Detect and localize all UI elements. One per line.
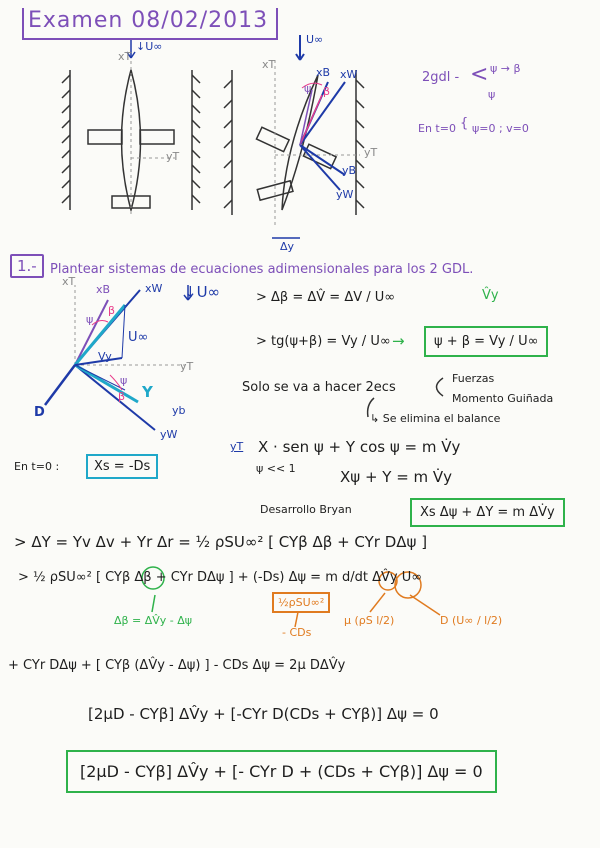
diag-vy-label: Vy <box>98 350 112 363</box>
eq-linearized: Xψ + Y = m V̇y <box>340 468 453 486</box>
fig1-uinf-label: ↓U∞ <box>136 40 163 53</box>
figure1-body <box>88 55 175 215</box>
bryan-label: Desarrollo Bryan <box>260 503 352 516</box>
initial-cond-label: En t=0 <box>418 122 456 135</box>
eq-delta-beta: > Δβ = ΔV̂ = ΔV / U∞ <box>256 290 396 305</box>
fig1-xt-label: xT <box>118 50 132 63</box>
fig2-xw-label: xW <box>340 68 358 81</box>
bryan-box: Xs Δψ + ΔY = m ΔV̇y <box>410 498 565 527</box>
t0-box: Xs = -Ds <box>86 454 158 479</box>
eq-sub-main: > ½ ρSU∞² [ CYβ Δβ + CYr DΔψ ] + (-Ds) Δψ = m d/dt ΔV̂y U∞ <box>18 570 423 585</box>
eq-psi-small: ψ << 1 <box>256 462 296 475</box>
diag-yw-label: yW <box>160 428 178 441</box>
diag-yb-label: yb <box>172 404 186 417</box>
eq-sub-mu: μ (ρS l/2) <box>344 614 395 627</box>
page-title: Examen 08/02/2013 <box>28 8 269 33</box>
note-solo: Solo se va a hacer 2ecs <box>242 380 396 395</box>
fig2-psi-label: ψ <box>304 82 312 95</box>
eq-expanded: + CYr DΔψ + [ CYβ (ΔV̂y - Δψ) ] - CDs Δψ = 2μ DΔV̂y <box>8 658 346 673</box>
diag-psi-label: ψ <box>86 313 94 326</box>
eq-delta-Y: > ΔY = Yv Δv + Yr Δr = ½ ρSU∞² [ CYβ Δβ + CYr DΔψ ] <box>14 533 428 551</box>
fig2-uinf-label: U∞ <box>306 33 324 46</box>
note-fuerzas: Fuerzas <box>452 372 495 385</box>
diag-xb-label: xB <box>96 283 111 296</box>
eq-force-balance: X · sen ψ + Y cos ψ = m V̇y <box>258 438 461 456</box>
note-elimina: ↳ Se elimina el balance <box>370 412 501 425</box>
fig2-beta-label: β <box>323 85 331 98</box>
fig1-yt-label: yT <box>166 150 180 163</box>
diag-D-label: D <box>34 405 45 420</box>
note-momento: Momento Guiñada <box>452 392 554 405</box>
fig2-yb-label: yB <box>342 164 357 177</box>
eq-sub-cds-box: ½ρSU∞² <box>272 592 330 613</box>
eq-sub-cds: - CDs <box>282 626 312 639</box>
eq-uinf-arrow: ↓U∞ <box>184 283 221 301</box>
diag-yt-label: yT <box>180 360 194 373</box>
final-equation-box: [2μD - CYβ] ΔV̂y + [- CYr D + (CDs + CYβ)] Δψ = 0 <box>66 750 497 793</box>
diag-beta-label: β <box>108 304 116 317</box>
eq-sub-beta: Δβ = ΔV̂y - Δψ <box>114 614 193 627</box>
eq-yt-tag: yT <box>230 440 244 453</box>
diag-beta2-label: β <box>118 390 126 403</box>
diag-psi2-label: ψ <box>120 374 128 387</box>
dof-label: 2gdl - <box>422 70 460 85</box>
section-statement: Plantear sistemas de ecuaciones adimensionales para los 2 GDL. <box>50 262 474 277</box>
eq-tg: > tg(ψ+β) = Vy / U∞ <box>256 334 391 349</box>
diag-xw-label: xW <box>145 282 163 295</box>
eq-vy-hat: V̂y <box>482 288 499 303</box>
eq-tg-box: ψ + β = Vy / U∞ <box>424 326 548 357</box>
fig2-xt-label: xT <box>262 58 276 71</box>
dof-top: ψ → β <box>490 62 521 75</box>
diag-Y-label: Y <box>142 383 153 401</box>
fig2-yt-label: yT <box>364 146 378 159</box>
eq-grouped: [2μD - CYβ] ΔV̂y + [-CYr D(CDs + CYβ)] Δψ = 0 <box>88 705 439 723</box>
dof-bottom: ψ <box>488 88 496 101</box>
diag-xt-label: xT <box>62 275 76 288</box>
fig2-xb-label: xB <box>316 66 331 79</box>
t0-label: En t=0 : <box>14 460 60 473</box>
eq-sub-d: D (U∞ / l/2) <box>440 614 503 627</box>
fig2-delta-y-label: Δy <box>280 240 295 253</box>
fig2-yw-label: yW <box>336 188 354 201</box>
eq-tg-arrow: → <box>392 332 405 350</box>
initial-cond: ψ=0 ; v=0 <box>472 122 529 135</box>
section-number: 1.- <box>10 254 44 278</box>
diag-uinf-label: U∞ <box>128 330 149 345</box>
initial-cond-brace-icon: { <box>460 116 469 131</box>
dof-brace-icon: < <box>470 62 489 87</box>
